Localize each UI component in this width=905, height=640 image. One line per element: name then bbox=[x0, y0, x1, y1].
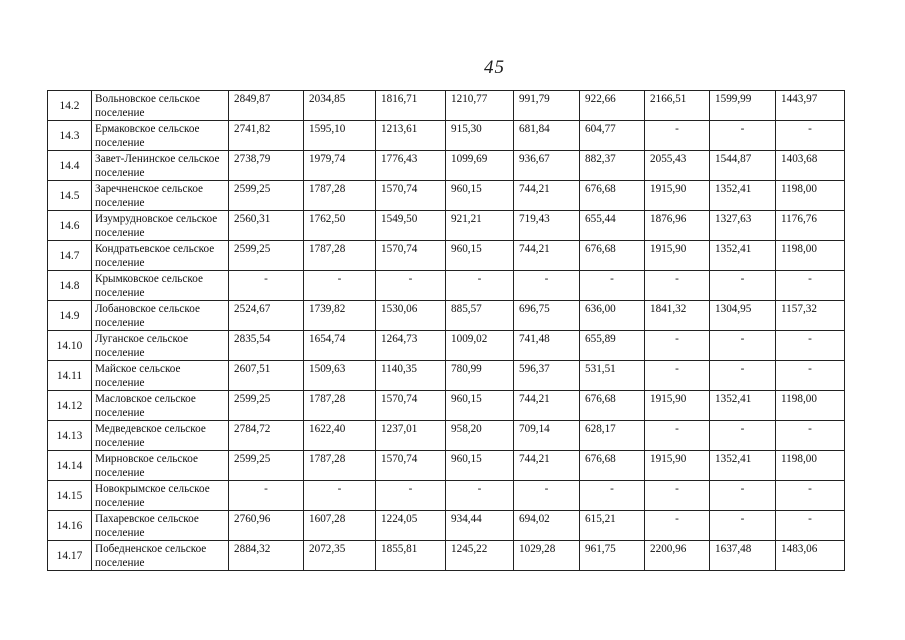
row-number: 14.13 bbox=[48, 421, 92, 451]
row-number: 14.2 bbox=[48, 91, 92, 121]
table-row bbox=[48, 451, 845, 481]
value-cell: 744,21 bbox=[514, 391, 580, 421]
value-cell: - bbox=[645, 481, 710, 511]
value-cell: 1198,00 bbox=[776, 391, 845, 421]
value-cell: 2599,25 bbox=[229, 181, 304, 211]
value-cell: 1009,02 bbox=[446, 331, 514, 361]
value-cell: - bbox=[710, 481, 776, 511]
row-number: 14.7 bbox=[48, 241, 92, 271]
value-cell: 1841,32 bbox=[645, 301, 710, 331]
value-cell: - bbox=[776, 511, 845, 541]
value-cell: 1654,74 bbox=[304, 331, 376, 361]
value-cell: - bbox=[710, 511, 776, 541]
value-cell: - bbox=[645, 271, 710, 301]
value-cell: 1198,00 bbox=[776, 241, 845, 271]
value-cell: 2560,31 bbox=[229, 211, 304, 241]
value-cell: 958,20 bbox=[446, 421, 514, 451]
value-cell: 2741,82 bbox=[229, 121, 304, 151]
value-cell: 681,84 bbox=[514, 121, 580, 151]
settlement-name: Луганское сельское поселение bbox=[92, 331, 229, 361]
settlement-name: Майское сельское поселение bbox=[92, 361, 229, 391]
value-cell: - bbox=[645, 121, 710, 151]
value-cell: 741,48 bbox=[514, 331, 580, 361]
value-cell: 1327,63 bbox=[710, 211, 776, 241]
page-number: 45 bbox=[484, 57, 505, 78]
value-cell: 1915,90 bbox=[645, 391, 710, 421]
value-cell: 2524,67 bbox=[229, 301, 304, 331]
settlement-name: Мирновское сельское поселение bbox=[92, 451, 229, 481]
value-cell: 1443,97 bbox=[776, 91, 845, 121]
table-row bbox=[48, 241, 845, 271]
value-cell: 744,21 bbox=[514, 451, 580, 481]
settlement-name: Вольновское сельское поселение bbox=[92, 91, 229, 121]
value-cell: - bbox=[376, 481, 446, 511]
value-cell: - bbox=[446, 271, 514, 301]
settlement-name: Изумрудновское сельское поселение bbox=[92, 211, 229, 241]
value-cell: - bbox=[776, 481, 845, 511]
row-number: 14.16 bbox=[48, 511, 92, 541]
value-cell: 531,51 bbox=[580, 361, 645, 391]
settlement-name: Масловское сельское поселение bbox=[92, 391, 229, 421]
value-cell: 2072,35 bbox=[304, 541, 376, 571]
value-cell: 2760,96 bbox=[229, 511, 304, 541]
value-cell: 596,37 bbox=[514, 361, 580, 391]
value-cell: 1637,48 bbox=[710, 541, 776, 571]
value-cell: 934,44 bbox=[446, 511, 514, 541]
value-cell: 676,68 bbox=[580, 181, 645, 211]
table-row bbox=[48, 181, 845, 211]
value-cell: 1787,28 bbox=[304, 181, 376, 211]
row-number: 14.10 bbox=[48, 331, 92, 361]
value-cell: 1403,68 bbox=[776, 151, 845, 181]
value-cell: 1198,00 bbox=[776, 181, 845, 211]
value-cell: 2884,32 bbox=[229, 541, 304, 571]
value-cell: - bbox=[514, 481, 580, 511]
value-cell: 1570,74 bbox=[376, 451, 446, 481]
row-number: 14.14 bbox=[48, 451, 92, 481]
value-cell: 1787,28 bbox=[304, 241, 376, 271]
value-cell: 1787,28 bbox=[304, 451, 376, 481]
value-cell: 1607,28 bbox=[304, 511, 376, 541]
value-cell: - bbox=[376, 271, 446, 301]
value-cell: 1352,41 bbox=[710, 181, 776, 211]
value-cell: 1304,95 bbox=[710, 301, 776, 331]
value-cell: 960,15 bbox=[446, 181, 514, 211]
value-cell: 1915,90 bbox=[645, 181, 710, 211]
settlement-name: Крымковское сельское поселение bbox=[92, 271, 229, 301]
value-cell: 676,68 bbox=[580, 391, 645, 421]
value-cell: - bbox=[580, 481, 645, 511]
value-cell: - bbox=[776, 121, 845, 151]
row-number: 14.4 bbox=[48, 151, 92, 181]
value-cell: 1245,22 bbox=[446, 541, 514, 571]
value-cell: 604,77 bbox=[580, 121, 645, 151]
value-cell: 696,75 bbox=[514, 301, 580, 331]
value-cell: 1224,05 bbox=[376, 511, 446, 541]
value-cell: 1595,10 bbox=[304, 121, 376, 151]
value-cell: - bbox=[645, 421, 710, 451]
value-cell: - bbox=[710, 271, 776, 301]
row-number: 14.3 bbox=[48, 121, 92, 151]
value-cell: 744,21 bbox=[514, 181, 580, 211]
settlement-name: Ермаковское сельское поселение bbox=[92, 121, 229, 151]
value-cell: 676,68 bbox=[580, 241, 645, 271]
value-cell: 1029,28 bbox=[514, 541, 580, 571]
value-cell: 1570,74 bbox=[376, 181, 446, 211]
value-cell: - bbox=[580, 271, 645, 301]
value-cell: 936,67 bbox=[514, 151, 580, 181]
value-cell: 2200,96 bbox=[645, 541, 710, 571]
value-cell: 960,15 bbox=[446, 391, 514, 421]
table-row bbox=[48, 481, 845, 511]
value-cell: 1483,06 bbox=[776, 541, 845, 571]
value-cell: - bbox=[710, 331, 776, 361]
value-cell: 1140,35 bbox=[376, 361, 446, 391]
value-cell: - bbox=[645, 511, 710, 541]
value-cell: 2599,25 bbox=[229, 241, 304, 271]
value-cell: 2849,87 bbox=[229, 91, 304, 121]
value-cell: 2055,43 bbox=[645, 151, 710, 181]
table-row bbox=[48, 511, 845, 541]
value-cell: 2784,72 bbox=[229, 421, 304, 451]
value-cell: 1599,99 bbox=[710, 91, 776, 121]
value-cell: 676,68 bbox=[580, 451, 645, 481]
settlement-name: Новокрымское сельское поселение bbox=[92, 481, 229, 511]
value-cell: - bbox=[645, 331, 710, 361]
table-body bbox=[48, 91, 845, 571]
value-cell: 1762,50 bbox=[304, 211, 376, 241]
settlement-name: Победненское сельское поселение bbox=[92, 541, 229, 571]
value-cell: 960,15 bbox=[446, 451, 514, 481]
value-cell: 694,02 bbox=[514, 511, 580, 541]
settlement-name: Завет-Ленинское сельское поселение bbox=[92, 151, 229, 181]
value-cell: 1915,90 bbox=[645, 241, 710, 271]
value-cell: - bbox=[446, 481, 514, 511]
value-cell: 2599,25 bbox=[229, 451, 304, 481]
value-cell: 1739,82 bbox=[304, 301, 376, 331]
value-cell: 1570,74 bbox=[376, 241, 446, 271]
value-cell: 1099,69 bbox=[446, 151, 514, 181]
settlement-name: Лобановское сельское поселение bbox=[92, 301, 229, 331]
row-number: 14.9 bbox=[48, 301, 92, 331]
value-cell: 2835,54 bbox=[229, 331, 304, 361]
table-row bbox=[48, 361, 845, 391]
value-cell: 1237,01 bbox=[376, 421, 446, 451]
table-row bbox=[48, 151, 845, 181]
row-number: 14.11 bbox=[48, 361, 92, 391]
value-cell: - bbox=[710, 361, 776, 391]
row-number: 14.17 bbox=[48, 541, 92, 571]
value-cell: 1264,73 bbox=[376, 331, 446, 361]
value-cell: - bbox=[229, 481, 304, 511]
value-cell: 1198,00 bbox=[776, 451, 845, 481]
value-cell: 719,43 bbox=[514, 211, 580, 241]
value-cell: 1509,63 bbox=[304, 361, 376, 391]
value-cell: 882,37 bbox=[580, 151, 645, 181]
table-row bbox=[48, 541, 845, 571]
value-cell: 2034,85 bbox=[304, 91, 376, 121]
value-cell: 885,57 bbox=[446, 301, 514, 331]
value-cell: 709,14 bbox=[514, 421, 580, 451]
table-row bbox=[48, 271, 845, 301]
table-row bbox=[48, 421, 845, 451]
value-cell: 2607,51 bbox=[229, 361, 304, 391]
value-cell: 1352,41 bbox=[710, 391, 776, 421]
table-row bbox=[48, 391, 845, 421]
value-cell: - bbox=[776, 421, 845, 451]
value-cell: 1876,96 bbox=[645, 211, 710, 241]
value-cell: 961,75 bbox=[580, 541, 645, 571]
value-cell: 1816,71 bbox=[376, 91, 446, 121]
value-cell: 2599,25 bbox=[229, 391, 304, 421]
value-cell: - bbox=[304, 271, 376, 301]
value-cell: 615,21 bbox=[580, 511, 645, 541]
value-cell: - bbox=[229, 271, 304, 301]
row-number: 14.8 bbox=[48, 271, 92, 301]
settlement-name: Медведевское сельское поселение bbox=[92, 421, 229, 451]
value-cell: 1157,32 bbox=[776, 301, 845, 331]
value-cell: 1787,28 bbox=[304, 391, 376, 421]
value-cell: 1570,74 bbox=[376, 391, 446, 421]
table-row bbox=[48, 121, 845, 151]
value-cell: 915,30 bbox=[446, 121, 514, 151]
value-cell: 1352,41 bbox=[710, 451, 776, 481]
value-cell: 1549,50 bbox=[376, 211, 446, 241]
value-cell: 636,00 bbox=[580, 301, 645, 331]
value-cell: 628,17 bbox=[580, 421, 645, 451]
row-number: 14.12 bbox=[48, 391, 92, 421]
value-cell: 1352,41 bbox=[710, 241, 776, 271]
row-number: 14.5 bbox=[48, 181, 92, 211]
settlement-name: Пахаревское сельское поселение bbox=[92, 511, 229, 541]
value-cell: 1544,87 bbox=[710, 151, 776, 181]
table-row bbox=[48, 211, 845, 241]
value-cell: - bbox=[514, 271, 580, 301]
value-cell: 1530,06 bbox=[376, 301, 446, 331]
value-cell: 1855,81 bbox=[376, 541, 446, 571]
row-number: 14.15 bbox=[48, 481, 92, 511]
value-cell: - bbox=[776, 331, 845, 361]
value-cell: 1776,43 bbox=[376, 151, 446, 181]
value-cell: 655,89 bbox=[580, 331, 645, 361]
value-cell: - bbox=[304, 481, 376, 511]
table-row bbox=[48, 301, 845, 331]
value-cell: - bbox=[645, 361, 710, 391]
table-row bbox=[48, 331, 845, 361]
value-cell: 921,21 bbox=[446, 211, 514, 241]
value-cell: 1622,40 bbox=[304, 421, 376, 451]
value-cell: 1213,61 bbox=[376, 121, 446, 151]
value-cell: 922,66 bbox=[580, 91, 645, 121]
value-cell: 2166,51 bbox=[645, 91, 710, 121]
value-cell: 960,15 bbox=[446, 241, 514, 271]
settlement-name: Кондратьевское сельское поселение bbox=[92, 241, 229, 271]
value-cell: - bbox=[776, 361, 845, 391]
value-cell: - bbox=[776, 271, 845, 301]
value-cell: 2738,79 bbox=[229, 151, 304, 181]
value-cell: 744,21 bbox=[514, 241, 580, 271]
table-row bbox=[48, 91, 845, 121]
value-cell: 655,44 bbox=[580, 211, 645, 241]
value-cell: - bbox=[710, 421, 776, 451]
tariff-table bbox=[47, 90, 845, 571]
value-cell: 1915,90 bbox=[645, 451, 710, 481]
value-cell: - bbox=[710, 121, 776, 151]
value-cell: 1979,74 bbox=[304, 151, 376, 181]
row-number: 14.6 bbox=[48, 211, 92, 241]
value-cell: 1210,77 bbox=[446, 91, 514, 121]
settlement-name: Заречненское сельское поселение bbox=[92, 181, 229, 211]
value-cell: 780,99 bbox=[446, 361, 514, 391]
value-cell: 1176,76 bbox=[776, 211, 845, 241]
value-cell: 991,79 bbox=[514, 91, 580, 121]
